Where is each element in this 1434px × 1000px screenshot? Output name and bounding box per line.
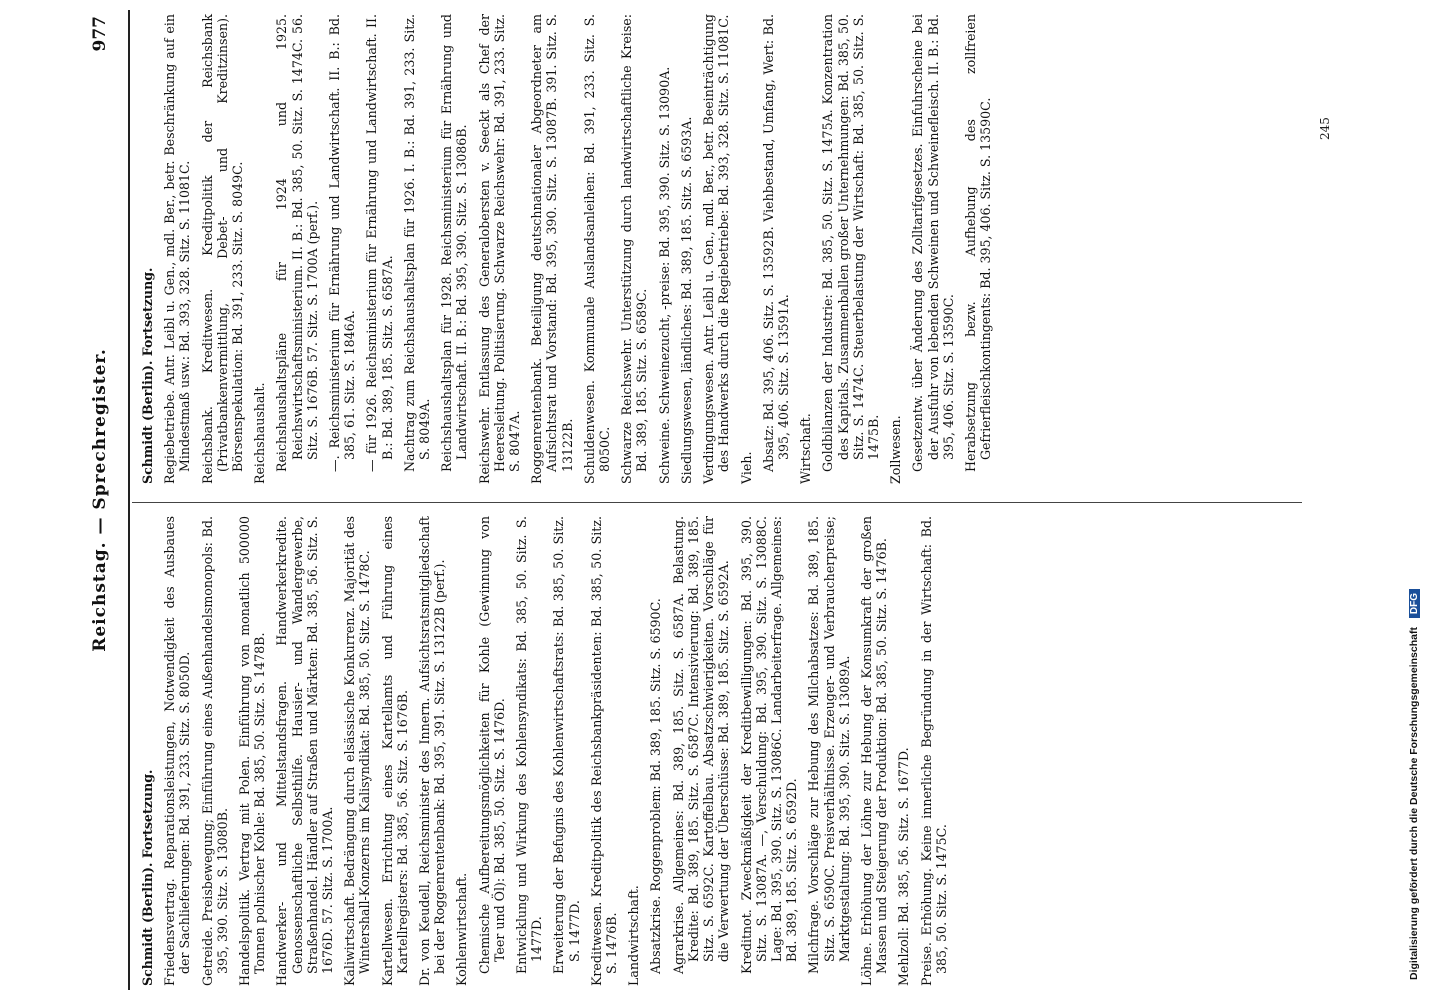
side-credit	[1408, 0, 1428, 1000]
register-subentry: — für 1926. Reichsministerium für Ernährung und Landwirtschaft. II. B.: Bd. 389, 185. Sitz. S. 6587A.	[364, 14, 395, 472]
header-rule	[128, 10, 130, 990]
register-heading: Kohlenwirtschaft.	[454, 872, 470, 986]
dfg-logo: DFG	[1409, 589, 1420, 618]
register-entry: Regiebetriebe. Antr. Leibl u. Gen., mdl. Ber., betr. Beschränkung auf ein Mindestmaß usw.: Bd. 393, 328. Sitz. S. 11081C.	[162, 14, 193, 484]
register-heading: Zollwesen.	[888, 415, 904, 484]
register-subentry: Kreditnot. Zweckmäßigkeit der Kreditbewilligungen: Bd. 395, 390. Sitz. S. 13087A. —, Verschuldung: Bd. 395, 390. Sitz. S. 13088C. Lage: Bd. 395, 390. Sitz. S. 13086C. Landarbeiterfrage. Allgemeines: Bd. 389, 185. Sitz. S. 6592D.	[738, 516, 800, 974]
right-column	[140, 14, 1000, 484]
register-subentry: —. Reichsministerium für Ernährung und Landwirtschaft. II. B.: Bd. 385, 61. Sitz. S. 1846A.	[327, 14, 358, 472]
register-entry: Kreditwesen. Kreditpolitik des Reichsbankpräsidenten: Bd. 385, 50. Sitz. S. 1476B.	[588, 516, 620, 986]
register-entry: Reichsbank. Kreditwesen. Kreditpolitik der Reichsbank (Privatbankenvermittlung, Debet- und Kreditzinsen). Börsenspekulation: Bd. 391, 233. Sitz. S. 8049C.	[199, 14, 246, 484]
credit-line	[1408, 0, 1420, 980]
register-entry: Schmidt (Berlin). Fortsetzung.	[140, 267, 155, 484]
register-entry: Mehlzoll: Bd. 385, 56. Sitz. S. 1677D.	[896, 747, 912, 986]
register-entry: Siedlungswesen, ländliches: Bd. 389, 185. Sitz. S. 6593A.	[678, 116, 694, 484]
register-entry: Getreide. Preisbewegung; Einführung eines Außenhandelsmonopols: Bd. 395, 390. Sitz. S. 13080B.	[199, 516, 230, 986]
running-head-title: Reichstag. — Sprechregister.	[90, 348, 110, 652]
signature-mark: 245	[1318, 117, 1332, 140]
running-head	[90, 0, 126, 1000]
register-subentry: Erweiterung der Befugnis des Kohlenwirtschaftsrats: Bd. 385, 50. Sitz. S. 1477D.	[551, 516, 582, 974]
register-entry: Schuldenwesen. Kommunale Auslandsanleihen: Bd. 391, 233. Sitz. S. 8050C.	[581, 14, 613, 484]
register-entry: Preise. Erhöhung. Keine innerliche Begründung in der Wirtschaft: Bd. 385, 50. Sitz. S. 1475C.	[918, 516, 949, 986]
register-subentry: Agrarkrise. Allgemeines: Bd. 389, 185. Sitz. S. 6587A. Belastung. Kredite: Bd. 389, 185. Sitz. S. 6587C. Intensivierung: Bd. 389, 185. Sitz. S. 6592C. Kartoffelbau. Absatzschwierigkeiten. Vorschläge für die Verwertung der Überschüsse: Bd. 389, 185. Sitz. S. 6592A.	[670, 516, 732, 974]
register-entry: Handwerker- und Mittelstandsfragen. Handwerkerkredite. Genossenschaftliche Selbsthilfe. Hausier- und Wandergewerbe, Straßenhandel. Händler auf Straßen und Märkten: Bd. 385, 56. Sitz. S. 1676D. 57. Sitz. S. 1700A.	[274, 516, 336, 986]
register-subentry: Reichshaushaltspläne für 1924 und 1925. Reichswirtschaftsministerium. II. B.: Bd. 385, 50. Sitz. S. 1474C. 56. Sitz. S. 1676B. 57. Sitz. S. 1700A (perf.).	[274, 14, 320, 472]
register-subentry: Chemische Aufbereitungsmöglichkeiten für Kohle (Gewinnung von Teer und Öl): Bd. 385, 50. Sitz. S. 1476D.	[476, 516, 507, 974]
page-number: 977	[90, 16, 110, 52]
register-entry: Kartellwesen. Errichtung eines Kartellamts und Führung eines Kartellregisters: Bd. 385, 56. Sitz. S. 1676B.	[379, 516, 410, 986]
register-entry: Dr. von Keudell, Reichsminister des Innern. Aufsichtsratsmitgliedschaft bei der Roggenrentenbank: Bd. 395, 391. Sitz. S. 13122B (perf.).	[417, 516, 448, 986]
register-subentry: Absatz: Bd. 395, 406. Sitz. S. 13592B. Viehbestand, Umfang, Wert: Bd. 395, 406. Sitz. S. 13591A.	[760, 14, 791, 472]
register-entry: Schwarze Reichswehr. Unterstützung durch landwirtschaftliche Kreise: Bd. 389, 185. Sitz. S. 6589C.	[619, 14, 650, 484]
register-heading: Reichshaushalt.	[252, 382, 268, 484]
register-subentry: Nachtrag zum Reichshaushaltsplan für 1926. I. B.: Bd. 391, 233. Sitz. S. 8049A.	[401, 14, 433, 472]
register-subentry: Herabsetzung bezw. Aufhebung des zollfreien Gefrierfleischkontingents: Bd. 395, 406. Sitz. S. 13590C.	[962, 14, 994, 472]
register-subentry: Milchfrage. Vorschläge zur Hebung des Milchabsatzes: Bd. 389, 185. Sitz. S. 6590C. Preisverhältnisse. Erzeuger- und Verbraucherpreise; Marktgestaltung: Bd. 395, 390. Sitz. S. 13089A.	[806, 516, 852, 974]
register-heading: Wirtschaft.	[798, 413, 814, 484]
column-divider	[132, 502, 1302, 503]
register-heading: Landwirtschaft.	[626, 885, 642, 986]
register-entry: Löhne. Erhöhung der Löhne zur Hebung der Konsumkraft der großen Massen und Steigerung der Produktion: Bd. 385, 50. Sitz. S. 1476B.	[858, 516, 890, 986]
register-subentry: Entwicklung und Wirkung des Kohlensyndikats: Bd. 385, 50. Sitz. S. 1477D.	[514, 516, 545, 974]
register-entry: Roggenrentenbank. Beteiligung deutschnationaler Abgeordneter am Aufsichtsrat und Vorstand: Bd. 395, 390. Sitz. S. 13087B. 391. Sitz. S. 13122B.	[529, 14, 575, 484]
register-entry: Reichswehr. Entlassung des Generalobersten v. Seeckt als Chef der Heeresleitung. Politisierung. Schwarze Reichswehr: Bd. 391, 233. Sitz. S. 8047A.	[476, 14, 523, 484]
register-entry: Handelspolitik. Vertrag mit Polen. Einführung von monatlich 500000 Tonnen polnischer Kohle: Bd. 385, 50. Sitz. S. 1478B.	[237, 516, 268, 986]
register-subentry: Goldbilanzen der Industrie: Bd. 385, 50. Sitz. S. 1475A. Konzentration des Kapitals. Zusammenballen großer Unternehmungen: Bd. 385, 50. Sitz. S. 1474C. Steuerbelastung der Wirtschaft: Bd. 385, 50. Sitz. S. 1475B.	[820, 14, 881, 472]
register-subentry: Absatzkrise. Roggenproblem: Bd. 389, 185. Sitz. S. 6590C.	[648, 598, 664, 974]
register-subentry: Gesetzentw. über Änderung des Zolltarifgesetzes. Einfuhrscheine bei der Ausfuhr von lebenden Schweinen und Schweinefleisch. II. B.: Bd. 395, 406. Sitz. S. 13590C.	[910, 14, 956, 472]
left-column	[140, 516, 956, 986]
register-entry: Verdingungswesen. Antr. Leibl u. Gen., mdl. Ber., betr. Beeinträchtigung des Handwerks durch die Regiebetriebe: Bd. 393, 328. Sitz. S. 11081C.	[701, 14, 732, 484]
register-entry: Kaliwirtschaft. Bedrängung durch elsässische Konkurrenz. Majorität des Wintershall-Konzerns im Kalisyndikat: Bd. 385, 50. Sitz. S. 1478C.	[342, 516, 373, 986]
register-subentry: Reichshaushaltsplan für 1928. Reichsministerium für Ernährung und Landwirtschaft. II. B.: Bd. 395, 390. Sitz. S. 13086B.	[439, 14, 470, 472]
register-entry: Friedensvertrag. Reparationsleistungen, Notwendigkeit des Ausbaues der Sachlieferungen: Bd. 391, 233. Sitz. S. 8050D.	[162, 516, 193, 986]
rotated-page-content	[70, 0, 1370, 1000]
register-heading: Vieh.	[738, 451, 754, 484]
register-entry: Schweine. Schweinezucht, -preise: Bd. 395, 390. Sitz. S. 13090A.	[656, 66, 672, 484]
register-entry: Schmidt (Berlin). Fortsetzung.	[140, 769, 155, 986]
credit-text: Digitalisierung gefördert durch die Deutsche Forschungsgemeinschaft	[1408, 627, 1420, 980]
